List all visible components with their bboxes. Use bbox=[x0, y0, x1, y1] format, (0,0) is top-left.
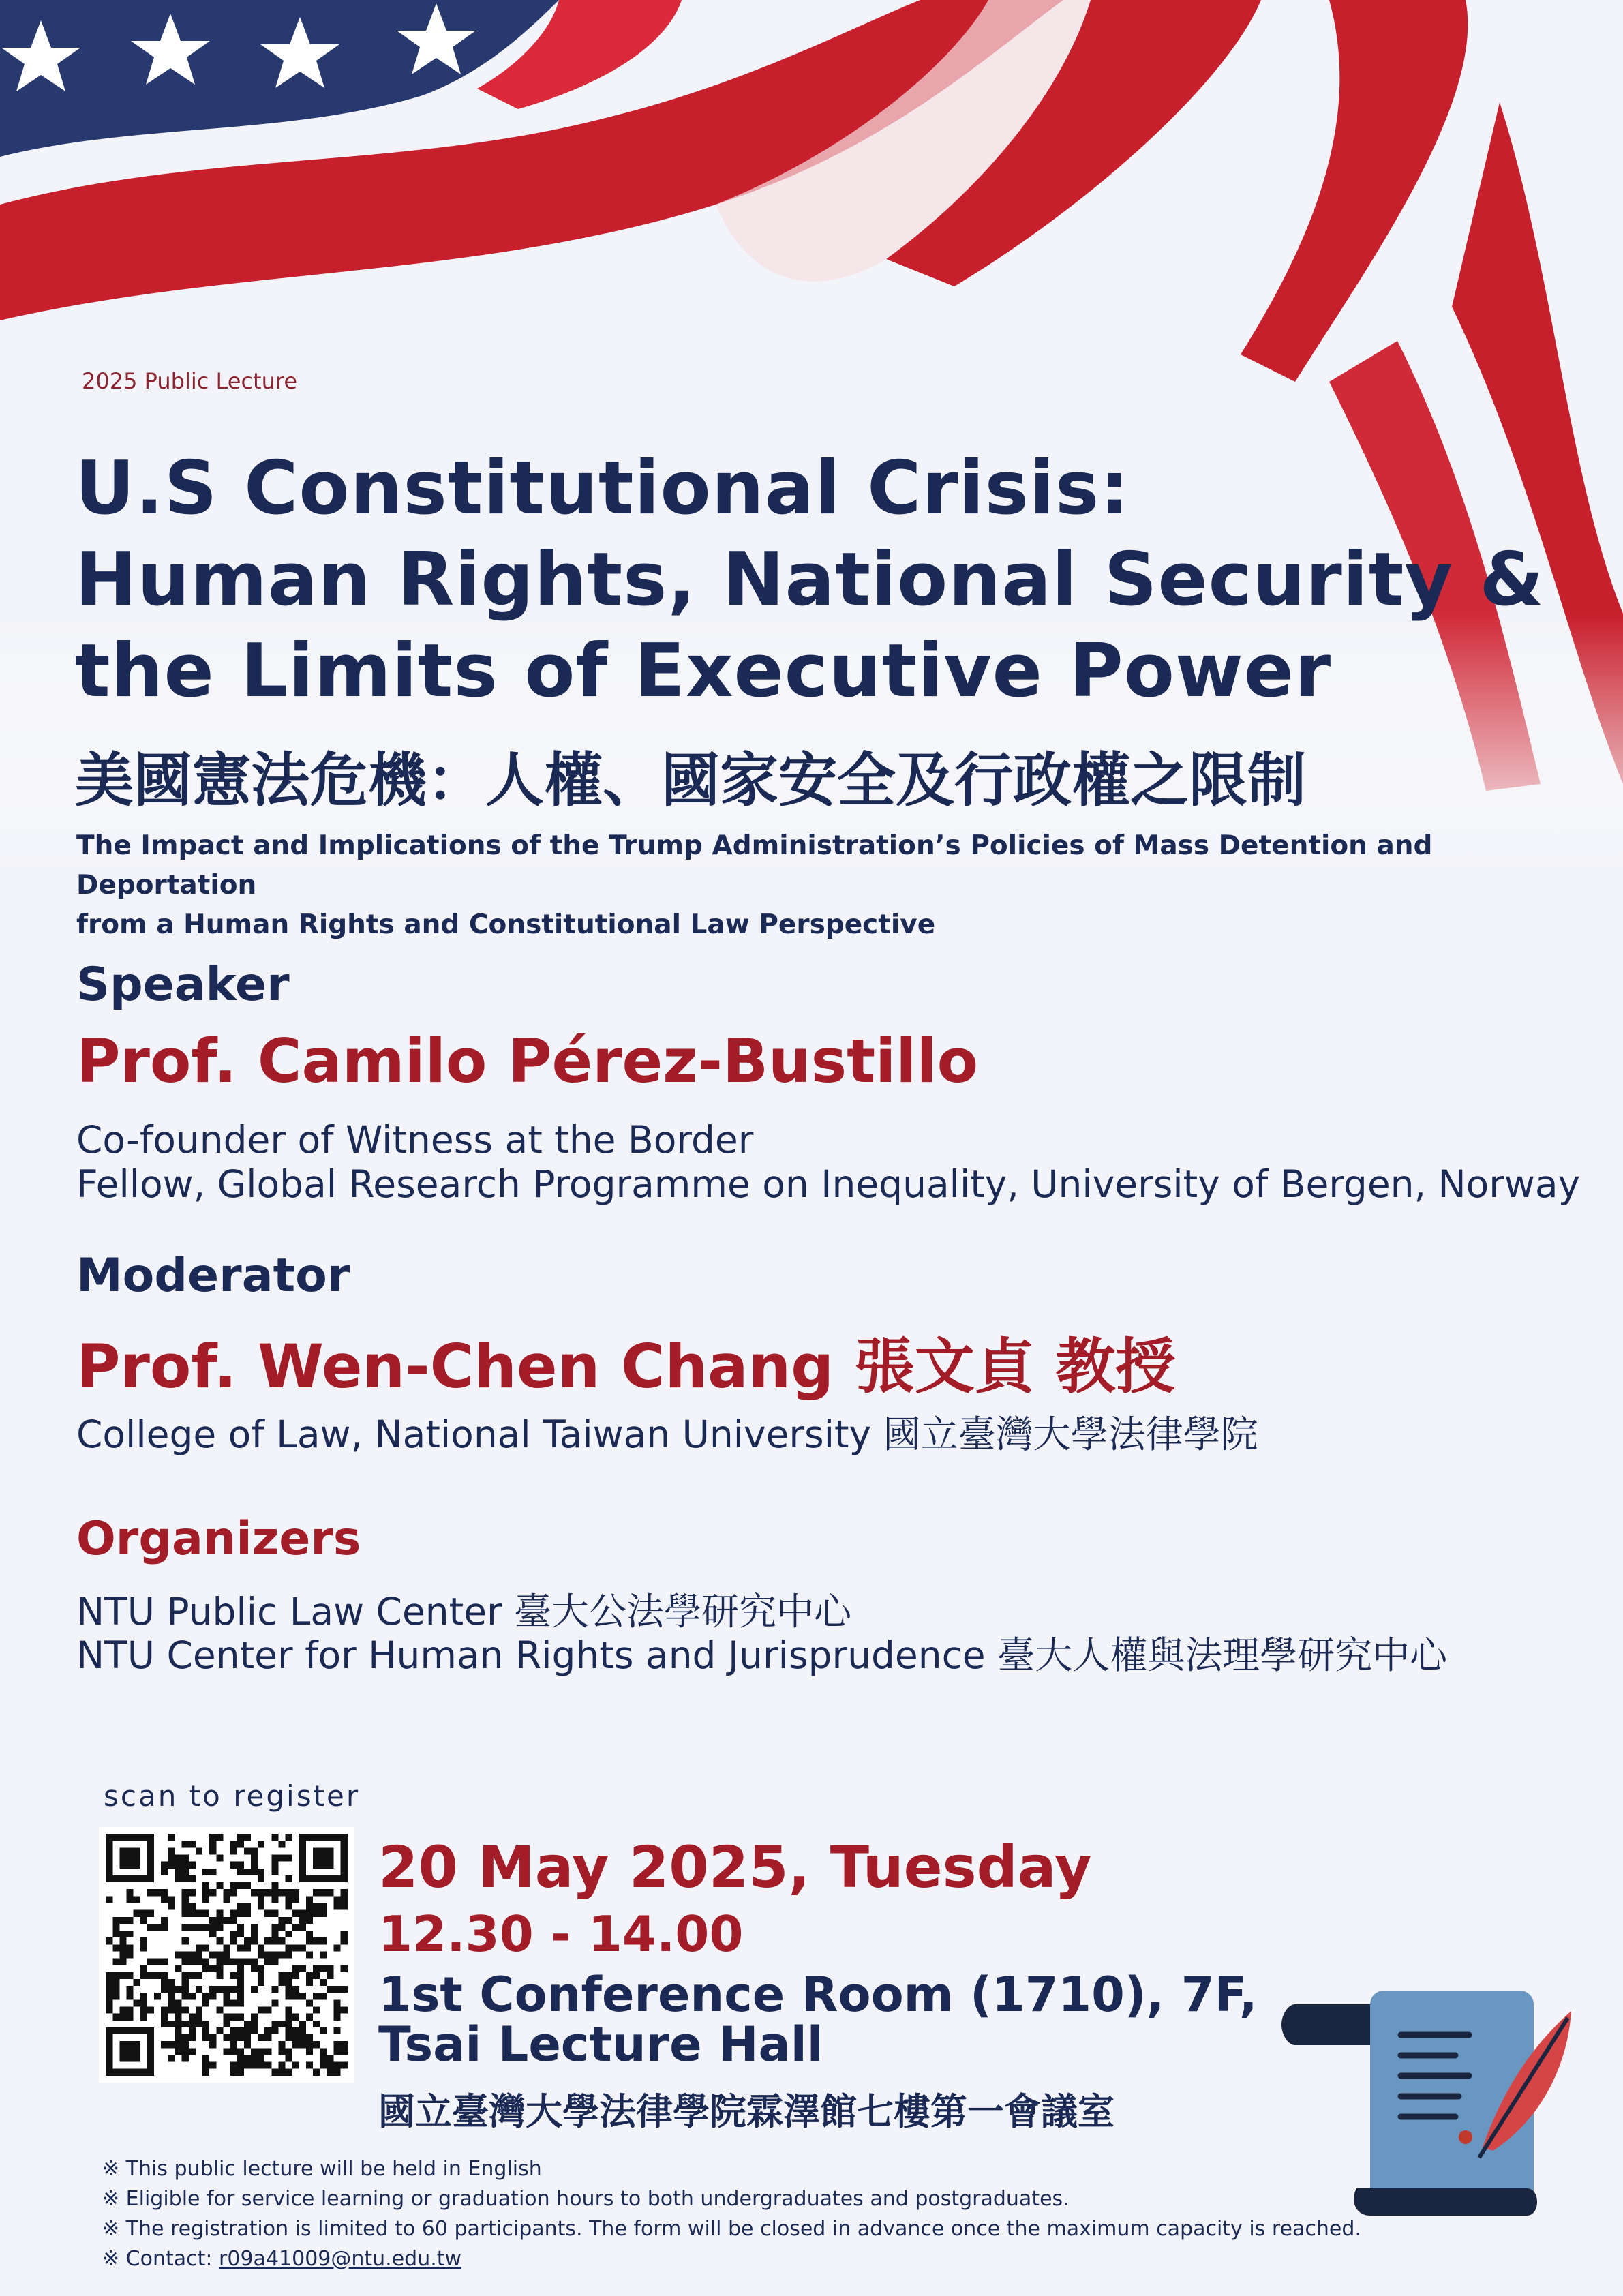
title-line-1: U.S Constitutional Crisis: bbox=[75, 446, 1130, 531]
contact-email-link[interactable]: r09a41009@ntu.edu.tw bbox=[219, 2247, 462, 2271]
note-1: ※ This public lecture will be held in English bbox=[102, 2157, 542, 2181]
speaker-name: Prof. Camilo Pérez-Bustillo bbox=[76, 1026, 979, 1096]
lecture-title-zh: 美國憲法危機：人權、國家安全及行政權之限制 bbox=[75, 746, 1306, 815]
event-venue-zh: 國立臺灣大學法律學院霖澤館七樓第一會議室 bbox=[378, 2090, 1114, 2133]
organizer-1: NTU Public Law Center 臺大公法學研究中心 bbox=[76, 1590, 852, 1633]
speaker-heading: Speaker bbox=[76, 958, 290, 1012]
event-date: 20 May 2025, Tuesday bbox=[378, 1834, 1092, 1901]
subtitle-line-1: The Impact and Implications of the Trump Administration’s Policies of Mass Detention and Deportation bbox=[76, 830, 1433, 901]
moderator-affiliation: College of Law, National Taiwan University 國立臺灣大學法律學院 bbox=[76, 1413, 1258, 1456]
registration-qr-code[interactable] bbox=[99, 1827, 354, 2083]
lecture-subtitle bbox=[76, 826, 1542, 945]
moderator-heading: Moderator bbox=[76, 1249, 350, 1303]
note-2: ※ Eligible for service learning or graduation hours to both undergraduates and postgraduates. bbox=[102, 2187, 1070, 2211]
event-venue-line-2: Tsai Lecture Hall bbox=[378, 2016, 823, 2072]
lecture-title bbox=[75, 443, 1575, 717]
event-time: 12.30 - 14.00 bbox=[378, 1905, 744, 1963]
contact-prefix: ※ Contact: bbox=[102, 2247, 219, 2271]
organizer-2: NTU Center for Human Rights and Jurisprudence 臺大人權與法理學研究中心 bbox=[76, 1633, 1448, 1677]
scroll-quill-icon bbox=[1281, 1984, 1595, 2229]
event-venue-line-1: 1st Conference Room (1710), 7F, bbox=[378, 1967, 1258, 2023]
moderator-name: Prof. Wen-Chen Chang 張文貞 教授 bbox=[76, 1331, 1176, 1402]
subtitle-line-2: from a Human Rights and Constitutional Law Perspective bbox=[76, 909, 936, 940]
notes bbox=[102, 2154, 1361, 2274]
scan-label: scan to register bbox=[104, 1779, 361, 1813]
note-3: ※ The registration is limited to 60 participants. The form will be closed in advance once the maximum capacity is reached. bbox=[102, 2217, 1361, 2241]
speaker-affiliation-1: Co-founder of Witness at the Border bbox=[76, 1118, 754, 1162]
speaker-affiliation-2: Fellow, Global Research Programme on Inequality, University of Bergen, Norway bbox=[76, 1162, 1581, 1206]
title-line-3: the Limits of Executive Power bbox=[75, 629, 1332, 714]
event-eyebrow: 2025 Public Lecture bbox=[82, 368, 297, 394]
title-line-2: Human Rights, National Security & bbox=[75, 537, 1545, 622]
note-contact bbox=[102, 2244, 1361, 2274]
organizers-heading: Organizers bbox=[76, 1512, 361, 1566]
